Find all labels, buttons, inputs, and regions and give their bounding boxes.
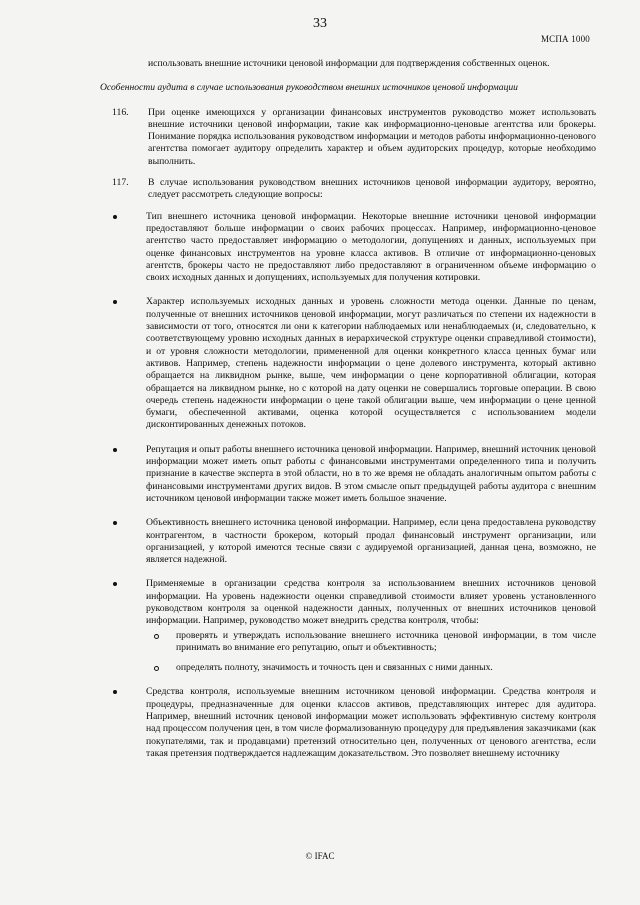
bullet-icon bbox=[113, 300, 117, 304]
paragraph-text: При оценке имеющихся у организации финансовых инструментов руководство может использовать внешние источники ценовой информации, такие как информационно-ценовые агентства или брокеры. Понимание порядка использования руководством информации и методов работы информационно-ценового агентства помогает аудитору определить характер и объем аудиторских процедур, которые необходимо выполнить. bbox=[148, 106, 596, 167]
paragraph-text: В случае использования руководством внешних источников ценовой информации аудитору, вероятно, следует рассмотреть следующие вопросы: bbox=[148, 177, 596, 201]
list-item-text: Средства контроля, используемые внешним источником ценовой информации. Средства контроля и процедуры, предназначенные для оценки классов активов, представляющих интерес для аудитора. Например, внешний источник ценовой информации может использовать эффективную систему контроля над процессом получения цен, в том числе формализованную процедуру для предъявления заказчиками (как покупателями, так и продавцами) претензий относительно цен, полученных от ценового агентства, если такая претензия подтверждается надлежащим доказательством. Это позволяет внешнему источнику bbox=[146, 686, 596, 759]
bullet-icon bbox=[113, 448, 117, 452]
list-item bbox=[146, 211, 596, 285]
footer-copyright: © IFAC bbox=[305, 851, 335, 861]
sub-list-item bbox=[176, 630, 596, 655]
section-heading: Особенности аудита в случае использования руководством внешних источников ценовой информации bbox=[100, 82, 518, 94]
list-item bbox=[146, 578, 596, 674]
list-item bbox=[146, 444, 596, 505]
paragraph-117 bbox=[112, 177, 596, 202]
sub-list-item-text: проверять и утверждать использование внешнего источника ценовой информации, в том числе принимать во внимание его репутацию, опыт и объективность; bbox=[176, 629, 596, 653]
bullet-icon bbox=[113, 690, 117, 694]
list-item-text: Тип внешнего источника ценовой информации. Некоторые внешние источники ценовой информации предоставляют больше информации о своих рабочих процессах. Например, информационно-ценовое агентство часто предоставляет информацию о методологии, допущениях и данных, используемых при оценке финансовых инструментов на уровне класса активов. В отличие от информационно-ценовых агентств, брокеры часто не предоставляют либо предоставляют в ограниченном объеме информацию о своих исходных данных и допущениях, используемых для получения котировки. bbox=[146, 210, 596, 284]
hollow-bullet-icon bbox=[154, 666, 159, 671]
sub-list-item-text: определять полноту, значимость и точность цен и связанных с ними данных. bbox=[176, 662, 493, 674]
list-item-text: Характер используемых исходных данных и уровень сложности метода оценки. Данные по ценам, полученные от внешних источников ценовой информации, могут различаться по степени их надежности в зависимости от того, относятся ли они к категории наблюдаемых или ненаблюдаемых (и, следовательно, к соответствующему уровню исходных данных в иерархической структуре оценки справедливой стоимости), и от уровня сложности методологии, примененной для оценки конкретного класса ценных бумаг или активов. Например, степень надежности информации о цене долевого инструмента, который активно обращается на ликвидном рынке, выше, чем информации о цене корпоративной облигации, которая обращается на ликвидном рынке, но с которой на дату оценки не совершались торговые операции. В свою очередь степень надежности информации о цене такой облигации выше, чем информации о цене ценной бумаги, обеспеченной активами, оценка которой осуществляется с использованием модели дисконтированных денежных потоков. bbox=[146, 296, 596, 431]
bullet-icon bbox=[113, 521, 117, 525]
page-content bbox=[100, 58, 596, 772]
document-code: МСПА 1000 bbox=[540, 34, 590, 44]
paragraph-number: 117. bbox=[112, 177, 129, 189]
sub-list-item bbox=[176, 662, 596, 674]
sub-list bbox=[146, 630, 596, 675]
paragraph-number: 116. bbox=[112, 106, 129, 118]
bullet-icon bbox=[113, 215, 117, 219]
list-item-text: Объективность внешнего источника ценовой информации. Например, если цена предоставлена руководству контрагентом, в частности брокером, который продал финансовый инструмент организации, или организацией, у которой имеются тесные связи с аудируемой организацией, данная цена, возможно, не является надежной. bbox=[146, 517, 596, 566]
list-item bbox=[146, 686, 596, 760]
page-number: 33 bbox=[313, 16, 327, 31]
continuation-text: использовать внешние источники ценовой информации для подтверждения собственных оценок. bbox=[148, 58, 550, 69]
list-item bbox=[146, 296, 596, 431]
list-item bbox=[146, 517, 596, 566]
list-item-text: Репутация и опыт работы внешнего источника ценовой информации. Например, внешний источник ценовой информации может иметь опыт работы с финансовыми инструментами определенного типа и получить признание в качестве эксперта в этой области, но в то же время не обладать аналогичным опытом работы с финансовыми инструментами других видов. В этом смысле опыт предыдущей работы аудитора с внешним источником ценовой информации также может иметь большое значение. bbox=[146, 443, 596, 504]
list-item-text: Применяемые в организации средства контроля за использованием внешних источников ценовой информации. На уровень надежности оценки справедливой стоимости влияет уровень установленного руководством контроля за оценкой надежности данных, полученных от внешних источников ценовой информации. Например, руководство может внедрить средства контроля, чтобы: bbox=[146, 578, 596, 627]
hollow-bullet-icon bbox=[154, 634, 159, 639]
bullet-list bbox=[76, 211, 596, 761]
bullet-icon bbox=[113, 582, 117, 586]
paragraph-116 bbox=[112, 106, 596, 168]
